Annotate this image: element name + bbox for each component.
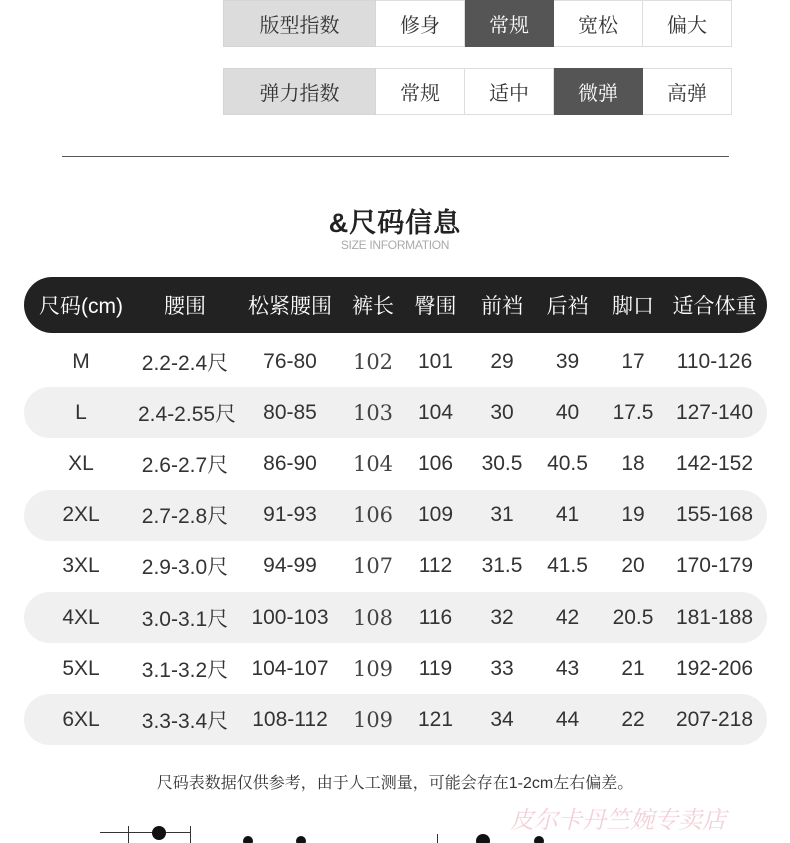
diagram-marker-icon	[476, 834, 490, 843]
table-cell: 155-168	[675, 503, 754, 527]
fit-option-regular: 常规	[465, 0, 554, 47]
measurement-note: 尺码表数据仅供参考，由于人工测量，可能会存在1-2cm左右偏差。	[156, 775, 634, 792]
size-table-header	[24, 277, 767, 333]
table-cell: 108	[352, 605, 394, 630]
section-subtitle: SIZE INFORMATION	[340, 238, 450, 252]
table-cell: 2.7-2.8尺	[141, 505, 229, 529]
table-cell: 2XL	[62, 503, 100, 527]
table-row	[24, 643, 767, 694]
table-cell: 121	[417, 707, 454, 731]
table-cell: 5XL	[62, 656, 100, 680]
fit-option-large: 偏大	[643, 0, 732, 47]
elastic-option-regular: 常规	[376, 68, 465, 115]
diagram-marker-icon	[243, 836, 253, 843]
table-cell: 181-188	[675, 605, 754, 629]
table-cell: 29	[490, 349, 514, 373]
header-back-rise: 后裆	[546, 295, 589, 318]
table-cell: 101	[417, 349, 454, 373]
table-cell: 127-140	[675, 400, 754, 424]
table-cell: 22	[621, 707, 645, 731]
table-cell: 31	[490, 503, 514, 527]
table-row	[24, 541, 767, 592]
fit-index-row	[223, 0, 732, 47]
measurement-diagram	[0, 820, 790, 843]
diagram-tick	[190, 826, 191, 843]
table-cell: 30.5	[481, 451, 523, 475]
table-row	[24, 438, 767, 489]
table-row	[24, 490, 767, 541]
table-cell: 40.5	[547, 451, 588, 475]
table-cell: 108-112	[252, 707, 328, 731]
table-cell: 106	[417, 451, 454, 475]
elastic-option-high: 高弹	[643, 68, 732, 115]
elastic-option-slight: 微弹	[554, 68, 643, 115]
table-cell: 42	[555, 605, 580, 629]
header-length: 裤长	[352, 295, 394, 318]
table-cell: 2.4-2.55尺	[138, 402, 237, 426]
table-cell: 80-85	[263, 400, 317, 424]
table-cell: 102	[352, 349, 394, 374]
table-cell: 104	[352, 451, 394, 476]
elastic-index-label: 弹力指数	[223, 68, 376, 115]
table-cell: 94-99	[263, 554, 317, 578]
table-cell: 170-179	[675, 554, 754, 578]
table-cell: 109	[417, 503, 454, 527]
table-cell: 17.5	[612, 400, 654, 424]
table-row	[24, 387, 767, 438]
table-cell: 20.5	[612, 605, 654, 629]
table-cell: L	[75, 400, 87, 424]
table-cell: 110-126	[676, 349, 753, 373]
table-cell: 4XL	[62, 605, 100, 629]
table-cell: 3XL	[62, 554, 100, 578]
table-cell: 107	[352, 554, 394, 579]
table-row	[24, 592, 767, 643]
table-cell: 109	[352, 656, 394, 681]
header-weight: 适合体重	[672, 295, 757, 318]
table-cell: 41	[555, 503, 580, 527]
header-hip: 臀围	[414, 295, 457, 318]
table-cell: 30	[490, 400, 514, 424]
diagram-marker-icon	[534, 836, 544, 843]
table-cell: 103	[352, 400, 394, 425]
table-cell: 112	[418, 554, 453, 578]
table-cell: 31.5	[481, 554, 523, 578]
table-cell: 76-80	[263, 349, 317, 373]
table-cell: 40	[555, 400, 580, 424]
table-cell: 207-218	[675, 707, 754, 731]
table-cell: 100-103	[251, 605, 329, 629]
table-cell: 3.3-3.4尺	[141, 709, 229, 733]
table-cell: 119	[418, 656, 453, 680]
table-cell: 109	[352, 707, 394, 732]
table-cell: 86-90	[263, 451, 317, 475]
elastic-option-medium: 适中	[465, 68, 554, 115]
fit-option-slim: 修身	[376, 0, 465, 47]
header-front-rise: 前裆	[481, 295, 523, 318]
table-cell: 43	[555, 656, 580, 680]
table-cell: 2.2-2.4尺	[141, 351, 229, 375]
table-cell: 19	[621, 503, 645, 527]
table-cell: 2.9-3.0尺	[141, 556, 229, 580]
fit-index-label: 版型指数	[223, 0, 376, 47]
store-watermark: 皮尔卡丹竺婉专卖店	[510, 806, 726, 834]
table-cell: M	[72, 349, 90, 373]
table-cell: XL	[68, 451, 94, 475]
table-row	[24, 336, 767, 387]
section-title: &尺码信息	[328, 208, 462, 238]
table-cell: 34	[490, 707, 514, 731]
table-cell: 91-93	[263, 503, 317, 527]
table-cell: 104-107	[251, 656, 329, 680]
table-cell: 41.5	[547, 554, 588, 578]
table-row	[24, 694, 767, 745]
fit-option-loose: 宽松	[554, 0, 643, 47]
table-cell: 116	[418, 605, 453, 629]
table-cell: 106	[352, 503, 394, 528]
diagram-tick	[437, 834, 438, 843]
table-cell: 192-206	[675, 656, 754, 680]
header-leg-opening: 脚口	[612, 295, 654, 318]
table-cell: 142-152	[675, 451, 754, 475]
table-cell: 3.0-3.1尺	[141, 607, 229, 631]
table-cell: 44	[555, 707, 580, 731]
header-size: 尺码(cm)	[39, 295, 123, 318]
section-divider	[62, 156, 729, 157]
table-cell: 6XL	[62, 707, 100, 731]
diagram-tick	[128, 826, 129, 843]
elastic-index-row	[223, 68, 732, 115]
table-cell: 33	[490, 656, 514, 680]
table-cell: 2.6-2.7尺	[141, 453, 229, 477]
table-cell: 3.1-3.2尺	[141, 658, 229, 682]
table-cell: 17	[621, 349, 645, 373]
diagram-line	[100, 832, 190, 833]
table-cell: 104	[417, 400, 454, 424]
table-cell: 20	[621, 554, 645, 578]
table-cell: 21	[621, 656, 645, 680]
table-cell: 32	[490, 605, 514, 629]
diagram-marker-icon	[296, 836, 306, 843]
header-waist: 腰围	[164, 295, 206, 318]
header-elastic-waist: 松紧腰围	[248, 295, 332, 318]
diagram-marker-icon	[152, 826, 166, 840]
table-cell: 39	[555, 349, 580, 373]
table-cell: 18	[621, 451, 645, 475]
